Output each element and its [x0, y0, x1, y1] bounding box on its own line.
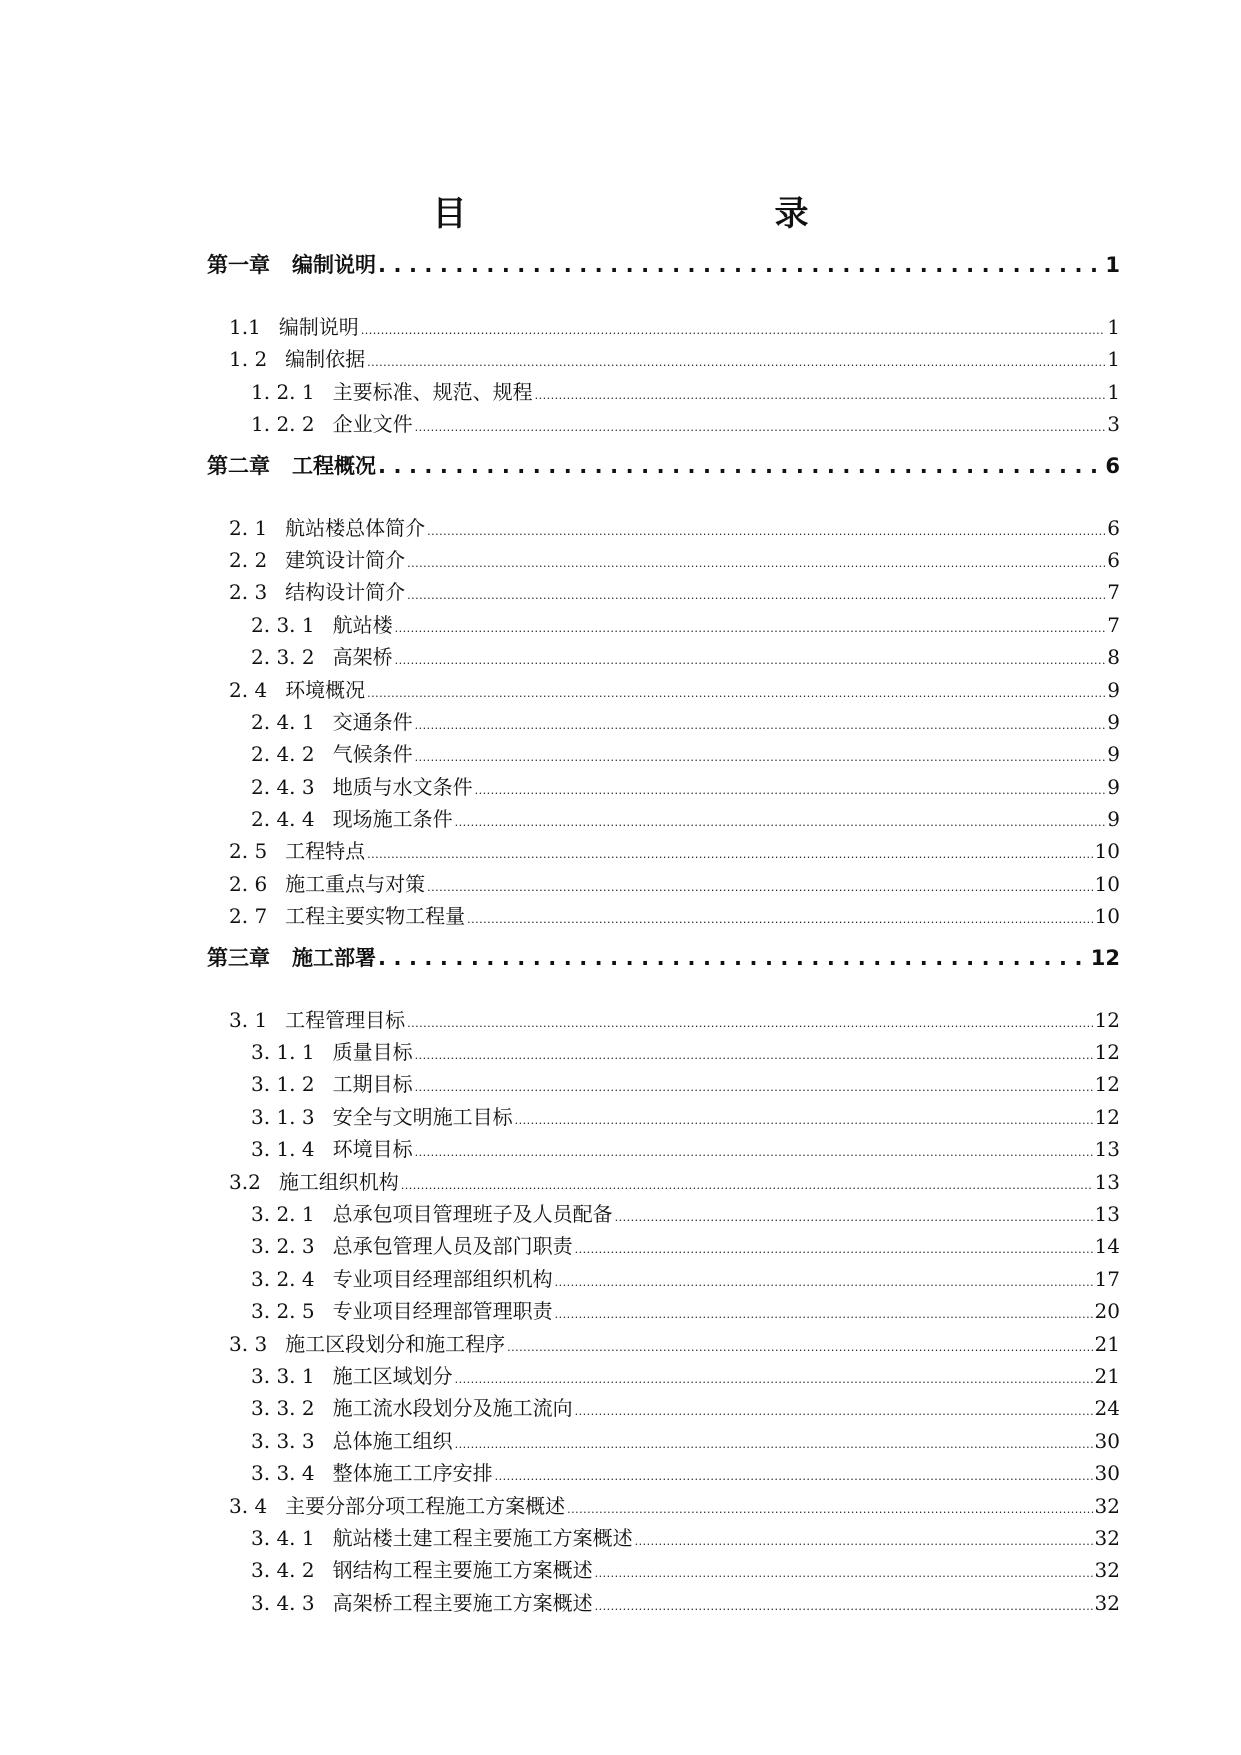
page-number: 9 [1107, 742, 1120, 767]
page-number: 13 [1094, 1137, 1120, 1162]
dot-leader [555, 1295, 1093, 1331]
dot-leader [575, 1230, 1093, 1266]
section-number: 3. 2. 1 [251, 1201, 315, 1226]
page-number: 7 [1107, 580, 1120, 605]
dot-leader [427, 512, 1105, 548]
dot-leader [361, 311, 1105, 347]
section-title: 高架桥 [332, 645, 393, 670]
section-title: 编制说明 [278, 315, 359, 339]
page-number: 12 [1094, 1104, 1120, 1129]
section-title: 地质与水文条件 [332, 774, 473, 799]
page-number: 1 [1107, 315, 1120, 339]
page-number: 14 [1094, 1234, 1120, 1259]
chapter-label [207, 942, 376, 974]
dot-leader [615, 1198, 1093, 1234]
section-number: 3. 4. 3 [251, 1590, 315, 1615]
section-title: 总承包项目管理班子及人员配备 [332, 1201, 613, 1226]
dot-leader [567, 1490, 1092, 1526]
dot-leader [378, 942, 1089, 974]
toc-subsection[interactable] [207, 1198, 1120, 1230]
page-title: 目 录 [432, 194, 889, 234]
dot-leader [455, 803, 1106, 839]
chapter-label [207, 450, 376, 482]
dot-leader [515, 1101, 1093, 1137]
section-title: 工程主要实物工程量 [285, 904, 466, 929]
table-of-contents [207, 249, 1120, 1619]
section-number: 2. 4. 2 [251, 742, 315, 767]
section-number: 2. 7 [229, 904, 268, 929]
chapter-number: 第二章 [207, 453, 270, 478]
toc-section[interactable] [207, 512, 1120, 544]
page-number: 30 [1094, 1461, 1120, 1486]
section-title: 环境概况 [285, 677, 366, 702]
page-number: 9 [1107, 807, 1120, 832]
toc-subsection[interactable] [207, 1587, 1120, 1619]
section-number: 3. 2. 5 [251, 1299, 315, 1324]
page-number: 20 [1094, 1299, 1120, 1324]
section-number: 2. 3. 1 [251, 612, 315, 637]
page-number: 1 [1107, 347, 1120, 372]
section-number: 3. 1. 4 [251, 1137, 315, 1162]
page-number: 3 [1107, 412, 1120, 437]
section-title: 整体施工工序安排 [332, 1461, 493, 1486]
page-number: 13 [1094, 1169, 1120, 1194]
section-title: 质量目标 [332, 1040, 413, 1065]
dot-leader [401, 1166, 1093, 1202]
page-number: 12 [1094, 1040, 1120, 1065]
section-title: 环境目标 [332, 1137, 413, 1162]
toc-section[interactable] [207, 576, 1120, 608]
toc-subsection[interactable] [207, 706, 1120, 738]
dot-leader [407, 544, 1105, 580]
dot-leader [415, 408, 1106, 444]
page-number: 1 [1107, 379, 1120, 404]
section-number: 2. 3 [229, 580, 268, 605]
section-title: 专业项目经理部管理职责 [332, 1299, 553, 1324]
chapter-title: 施工部署 [292, 945, 376, 970]
dot-leader [407, 576, 1105, 612]
page-number: 8 [1107, 645, 1120, 670]
dot-leader [455, 1360, 1093, 1396]
section-number: 2. 2 [229, 547, 268, 572]
toc-subsection[interactable] [207, 641, 1120, 673]
dot-leader [475, 771, 1106, 807]
section-title: 现场施工条件 [332, 807, 453, 832]
section-title: 施工区段划分和施工程序 [285, 1331, 506, 1356]
dot-leader [467, 900, 1092, 936]
toc-section[interactable] [207, 1166, 1120, 1198]
section-title: 编制依据 [285, 347, 366, 372]
dot-leader [635, 1522, 1093, 1558]
toc-subsection[interactable] [207, 609, 1120, 641]
section-number: 3. 3. 2 [251, 1396, 315, 1421]
page-number: 6 [1107, 547, 1120, 572]
section-title: 总体施工组织 [332, 1428, 453, 1453]
toc-chapter-3[interactable] [207, 942, 1120, 974]
section-number: 3. 1. 2 [251, 1072, 315, 1097]
section-number: 3.2 [229, 1169, 261, 1194]
page-number: 6 [1107, 515, 1120, 540]
section-title: 施工区域划分 [332, 1363, 453, 1388]
dot-leader [495, 1457, 1093, 1493]
dot-leader [415, 1133, 1093, 1169]
section-number: 1. 2. 2 [251, 412, 315, 437]
dot-leader [367, 835, 1092, 871]
section-number: 2. 1 [229, 515, 268, 540]
section-title: 建筑设计简介 [285, 547, 406, 572]
page-number: 1 [1105, 253, 1120, 277]
dot-leader [378, 450, 1103, 482]
section-number: 3. 4. 2 [251, 1558, 315, 1583]
toc-subsection[interactable] [207, 1360, 1120, 1392]
section-title: 专业项目经理部组织机构 [332, 1266, 553, 1291]
section-title: 工程特点 [285, 839, 366, 864]
toc-section[interactable] [207, 343, 1120, 375]
chapter-label [207, 249, 376, 281]
dot-leader [415, 1036, 1093, 1072]
page-number: 12 [1094, 1072, 1120, 1097]
page-number: 32 [1094, 1558, 1120, 1583]
page-number: 21 [1094, 1363, 1120, 1388]
toc-chapter-2[interactable] [207, 450, 1120, 482]
section-number: 3. 3. 1 [251, 1363, 315, 1388]
chapter-title: 工程概况 [292, 453, 376, 478]
section-title: 钢结构工程主要施工方案概述 [332, 1558, 593, 1583]
chapter-number: 第三章 [207, 945, 270, 970]
section-title: 施工组织机构 [278, 1169, 399, 1194]
section-title: 结构设计简介 [285, 580, 406, 605]
toc-subsection[interactable] [207, 1101, 1120, 1133]
page-number: 6 [1105, 453, 1120, 478]
section-number: 3. 4 [229, 1493, 268, 1518]
toc-subsection[interactable] [207, 803, 1120, 835]
page-number: 9 [1107, 709, 1120, 734]
section-number: 1. 2. 1 [251, 379, 315, 404]
dot-leader [575, 1392, 1093, 1428]
page-number: 32 [1094, 1590, 1120, 1615]
dot-leader [378, 249, 1103, 281]
page-number: 7 [1107, 612, 1120, 637]
dot-leader [507, 1328, 1092, 1364]
page-number: 13 [1094, 1201, 1120, 1226]
toc-section[interactable] [207, 835, 1120, 867]
section-number: 2. 6 [229, 871, 268, 896]
section-number: 3. 1. 1 [251, 1040, 315, 1065]
section-title: 企业文件 [332, 412, 413, 437]
section-number: 2. 3. 2 [251, 645, 315, 670]
page-number: 10 [1094, 904, 1120, 929]
toc-section[interactable] [207, 900, 1120, 932]
toc-subsection[interactable] [207, 1036, 1120, 1068]
section-title: 交通条件 [332, 709, 413, 734]
section-title: 航站楼 [332, 612, 393, 637]
chapter-title: 编制说明 [292, 253, 376, 277]
toc-section[interactable] [207, 1004, 1120, 1036]
toc-section[interactable] [207, 1490, 1120, 1522]
dot-leader [455, 1425, 1093, 1461]
toc-chapter-1[interactable] [207, 249, 1120, 281]
toc-subsection[interactable] [207, 1392, 1120, 1424]
toc-section[interactable] [207, 868, 1120, 900]
section-title: 高架桥工程主要施工方案概述 [332, 1590, 593, 1615]
toc-subsection[interactable] [207, 1554, 1120, 1586]
section-title: 主要标准、规范、规程 [332, 379, 533, 404]
toc-subsection[interactable] [207, 771, 1120, 803]
dot-leader [367, 343, 1105, 379]
dot-leader [595, 1554, 1093, 1590]
section-title: 航站楼总体简介 [285, 515, 426, 540]
section-title: 主要分部分项工程施工方案概述 [285, 1493, 566, 1518]
chapter-number: 第一章 [207, 253, 270, 277]
toc-subsection[interactable] [207, 1263, 1120, 1295]
section-number: 1.1 [229, 315, 261, 339]
dot-leader [415, 738, 1106, 774]
section-number: 3. 3 [229, 1331, 268, 1356]
section-title: 气候条件 [332, 742, 413, 767]
page-number: 9 [1107, 774, 1120, 799]
toc-subsection[interactable] [207, 1425, 1120, 1457]
page-number: 30 [1094, 1428, 1120, 1453]
section-number: 1. 2 [229, 347, 268, 372]
dot-leader [535, 376, 1106, 412]
page-number: 12 [1094, 1007, 1120, 1032]
section-title: 施工重点与对策 [285, 871, 426, 896]
toc-subsection[interactable] [207, 1295, 1120, 1327]
toc-subsection[interactable] [207, 1457, 1120, 1489]
section-number: 2. 4. 4 [251, 807, 315, 832]
dot-leader [415, 706, 1106, 742]
toc-subsection[interactable] [207, 1522, 1120, 1554]
dot-leader [555, 1263, 1093, 1299]
toc-subsection[interactable] [207, 1068, 1120, 1100]
toc-section[interactable] [207, 1328, 1120, 1360]
toc-subsection[interactable] [207, 376, 1120, 408]
dot-leader [367, 674, 1105, 710]
section-number: 3. 3. 4 [251, 1461, 315, 1486]
page-number: 32 [1094, 1493, 1120, 1518]
page-number: 24 [1094, 1396, 1120, 1421]
section-number: 3. 2. 3 [251, 1234, 315, 1259]
toc-subsection[interactable] [207, 408, 1120, 440]
toc-section[interactable] [207, 544, 1120, 576]
section-number: 2. 4. 1 [251, 709, 315, 734]
section-number: 3. 1. 3 [251, 1104, 315, 1129]
page-number: 10 [1094, 871, 1120, 896]
section-number: 2. 4 [229, 677, 268, 702]
page-number: 10 [1094, 839, 1120, 864]
section-number: 3. 3. 3 [251, 1428, 315, 1453]
toc-section[interactable] [207, 311, 1120, 343]
page-number: 21 [1094, 1331, 1120, 1356]
dot-leader [395, 609, 1106, 645]
section-title: 总承包管理人员及部门职责 [332, 1234, 573, 1259]
dot-leader [395, 641, 1106, 677]
toc-subsection[interactable] [207, 738, 1120, 770]
page-number: 32 [1094, 1525, 1120, 1550]
section-number: 2. 4. 3 [251, 774, 315, 799]
dot-leader [427, 868, 1092, 904]
section-title: 工程管理目标 [285, 1007, 406, 1032]
dot-leader [407, 1004, 1092, 1040]
page-number: 17 [1094, 1266, 1120, 1291]
toc-section[interactable] [207, 674, 1120, 706]
section-title: 工期目标 [332, 1072, 413, 1097]
section-title: 施工流水段划分及施工流向 [332, 1396, 573, 1421]
toc-subsection[interactable] [207, 1230, 1120, 1262]
page-number: 12 [1090, 945, 1120, 970]
section-number: 3. 2. 4 [251, 1266, 315, 1291]
section-number: 2. 5 [229, 839, 268, 864]
toc-subsection[interactable] [207, 1133, 1120, 1165]
section-title: 航站楼土建工程主要施工方案概述 [332, 1525, 633, 1550]
dot-leader [595, 1587, 1093, 1623]
page-number: 9 [1107, 677, 1120, 702]
section-number: 3. 1 [229, 1007, 268, 1032]
section-title: 安全与文明施工目标 [332, 1104, 513, 1129]
section-number: 3. 4. 1 [251, 1525, 315, 1550]
dot-leader [415, 1068, 1093, 1104]
